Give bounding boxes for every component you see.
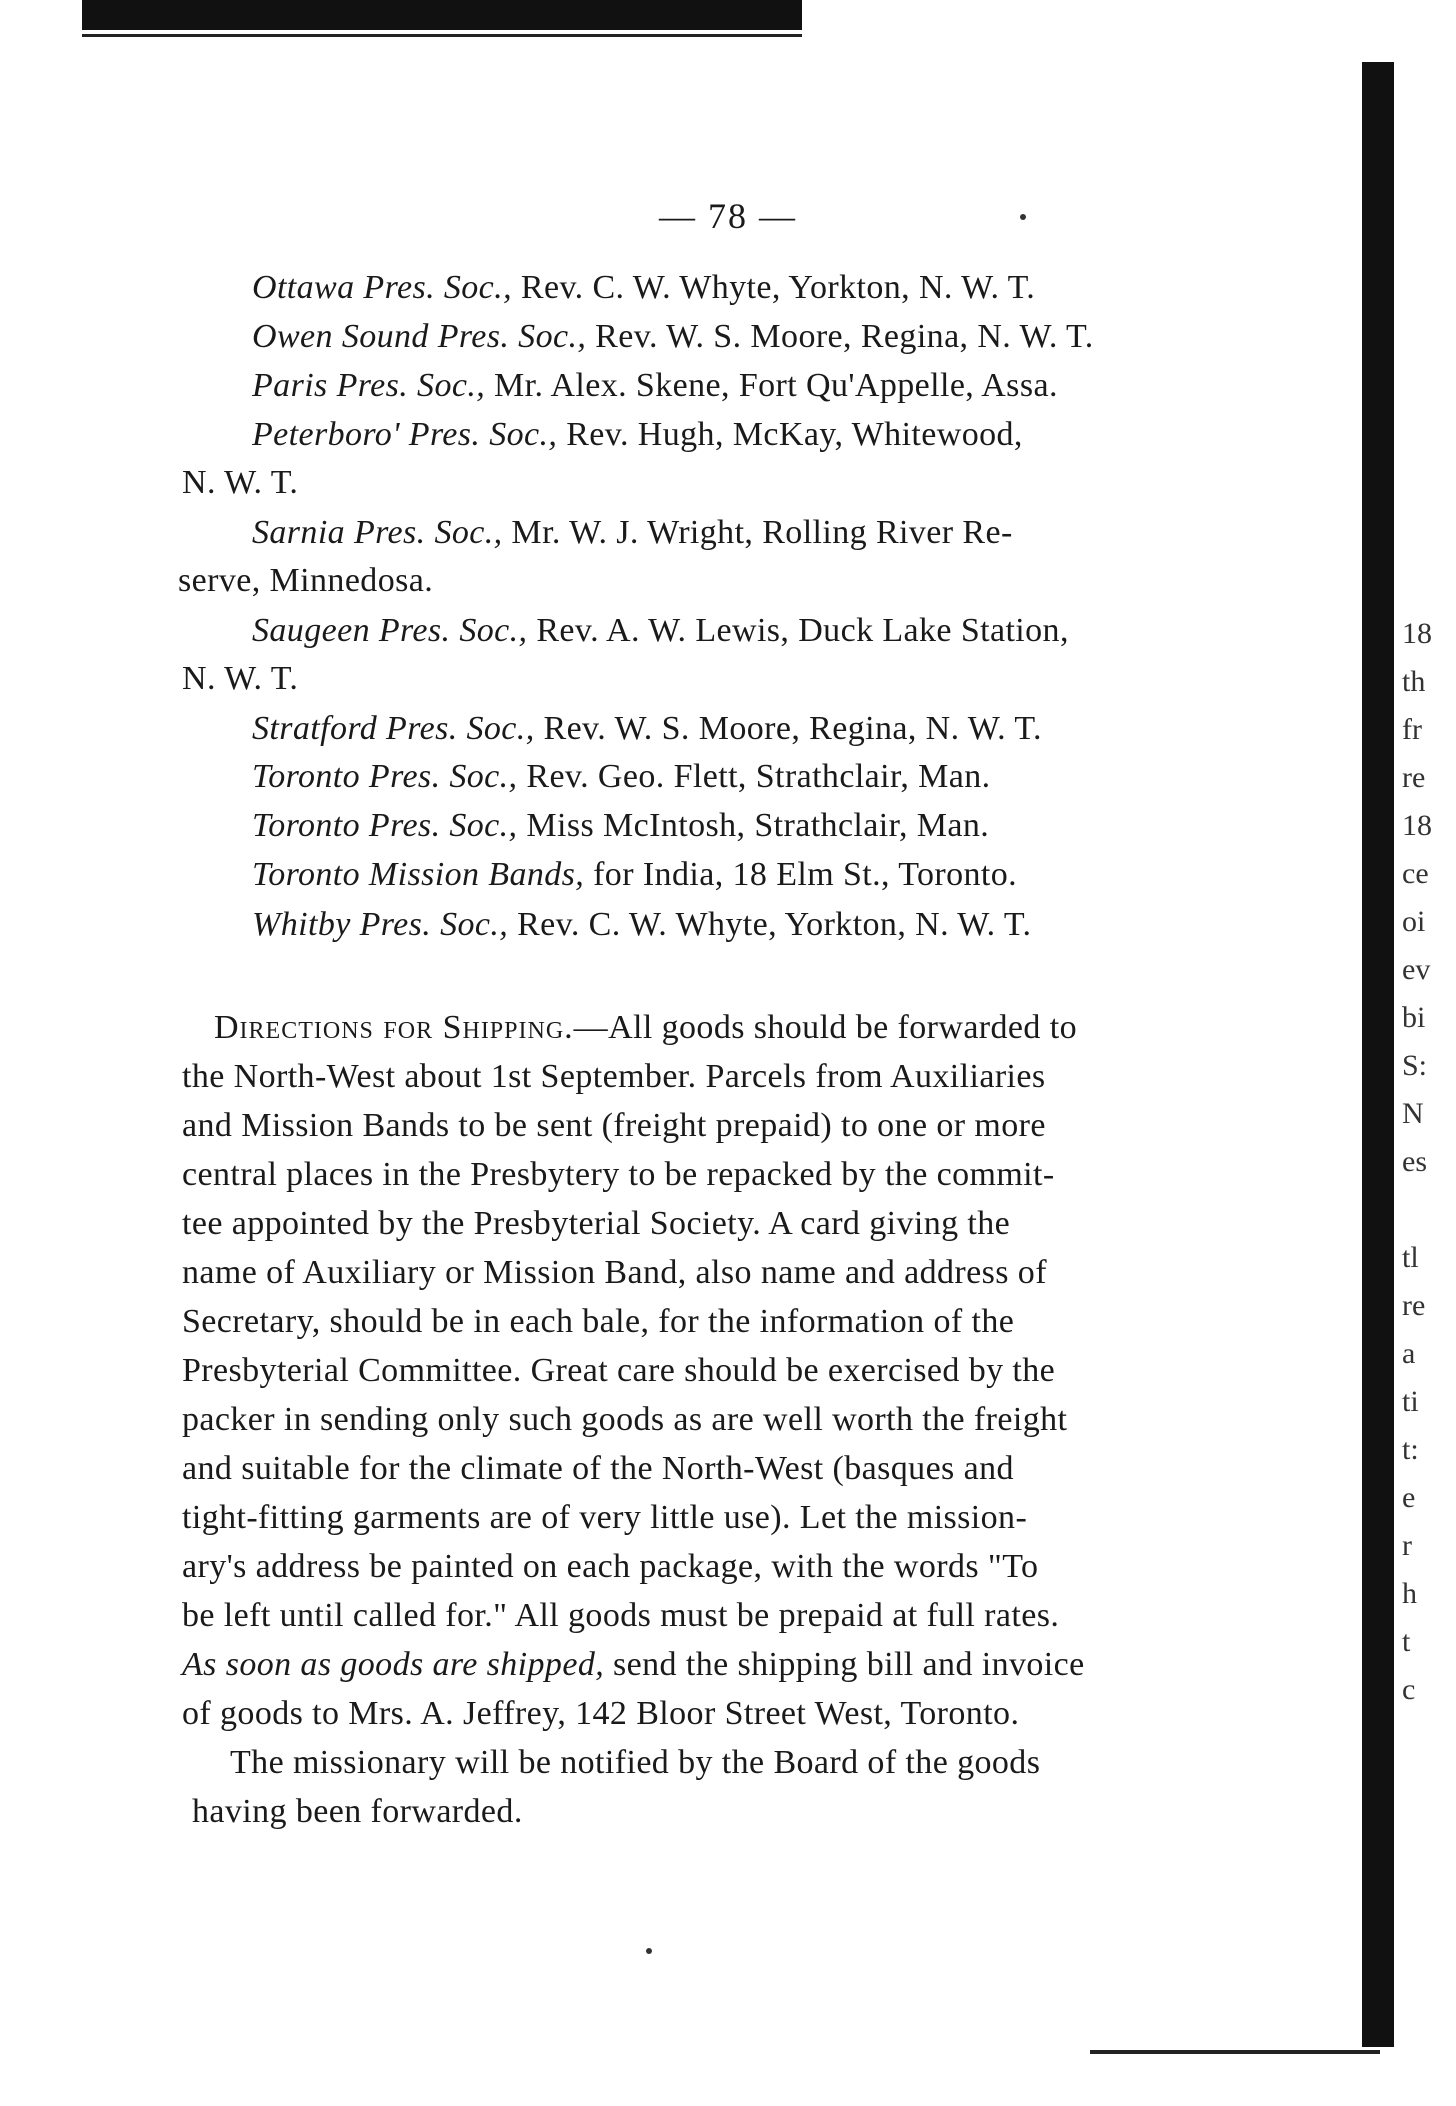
list-line: Toronto Pres. Soc., Miss McIntosh, Strathclair, Man. bbox=[252, 807, 990, 844]
directions-line: the North-West about 1st September. Parcels from Auxiliaries bbox=[182, 1058, 1046, 1095]
directions-line: ary's address be painted on each package, with the words "To bbox=[182, 1548, 1039, 1585]
margin-fragment: ti bbox=[1402, 1385, 1419, 1418]
margin-fragment: t: bbox=[1402, 1433, 1419, 1466]
margin-fragment: 18 bbox=[1402, 809, 1432, 842]
margin-fragment: h bbox=[1402, 1577, 1417, 1610]
directions-line: having been forwarded. bbox=[192, 1793, 523, 1830]
margin-fragment: fr bbox=[1402, 713, 1422, 746]
margin-fragment: re bbox=[1402, 1289, 1426, 1322]
directions-line: packer in sending only such goods as are well worth the freight bbox=[182, 1401, 1068, 1438]
directions-line: The missionary will be notified by the Board of the goods bbox=[230, 1744, 1041, 1781]
directions-line: Secretary, should be in each bale, for the information of the bbox=[182, 1303, 1015, 1340]
list-line: Owen Sound Pres. Soc., Rev. W. S. Moore, Regina, N. W. T. bbox=[252, 318, 1094, 355]
scan-gutter-bar bbox=[1362, 62, 1394, 2047]
list-line: Stratford Pres. Soc., Rev. W. S. Moore, Regina, N. W. T. bbox=[252, 710, 1042, 747]
margin-fragment: S: bbox=[1402, 1049, 1428, 1082]
scan-bottom-rule bbox=[1090, 2050, 1380, 2054]
margin-fragment: c bbox=[1402, 1673, 1416, 1706]
directions-italic-phrase: As soon as goods are shipped, bbox=[182, 1646, 605, 1683]
directions-line: of goods to Mrs. A. Jeffrey, 142 Bloor Street West, Toronto. bbox=[182, 1695, 1020, 1732]
margin-fragment: t bbox=[1402, 1625, 1411, 1658]
scan-top-rule bbox=[82, 34, 802, 37]
margin-fragment: ce bbox=[1402, 857, 1429, 890]
margin-fragment: N bbox=[1402, 1097, 1424, 1130]
list-line: serve, Minnedosa. bbox=[178, 562, 434, 599]
margin-fragment: bi bbox=[1402, 1001, 1426, 1034]
list-line: Sarnia Pres. Soc., Mr. W. J. Wright, Rolling River Re- bbox=[252, 514, 1013, 551]
list-line: Toronto Mission Bands, for India, 18 Elm St., Toronto. bbox=[252, 856, 1018, 893]
directions-line: and suitable for the climate of the North-West (basques and bbox=[182, 1450, 1014, 1487]
list-line: Saugeen Pres. Soc., Rev. A. W. Lewis, Duck Lake Station, bbox=[252, 612, 1069, 649]
scan-top-bar bbox=[82, 0, 802, 30]
list-line: Whitby Pres. Soc., Rev. C. W. Whyte, Yorkton, N. W. T. bbox=[252, 906, 1032, 943]
directions-line: name of Auxiliary or Mission Band, also name and address of bbox=[182, 1254, 1047, 1291]
page-number: — 78 — bbox=[659, 196, 797, 236]
margin-fragment: es bbox=[1402, 1145, 1427, 1178]
margin-fragment: tl bbox=[1402, 1241, 1419, 1274]
directions-line: Presbyterial Committee. Great care should be exercised by the bbox=[182, 1352, 1056, 1389]
scan-speck bbox=[646, 1948, 652, 1954]
list-line: Paris Pres. Soc., Mr. Alex. Skene, Fort Qu'Appelle, Assa. bbox=[252, 367, 1058, 404]
list-line: Ottawa Pres. Soc., Rev. C. W. Whyte, Yorkton, N. W. T. bbox=[252, 269, 1036, 306]
directions-line: and Mission Bands to be sent (freight prepaid) to one or more bbox=[182, 1107, 1046, 1144]
list-line: Peterboro' Pres. Soc., Rev. Hugh, McKay, Whitewood, bbox=[252, 416, 1023, 453]
margin-fragment: re bbox=[1402, 761, 1426, 794]
directions-line: tee appointed by the Presbyterial Society. A card giving the bbox=[182, 1205, 1011, 1242]
directions-line: Directions for Shipping.—All goods should be forwarded to bbox=[214, 1009, 1077, 1046]
list-line: N. W. T. bbox=[182, 660, 299, 697]
directions-line: be left until called for." All goods must be prepaid at full rates. bbox=[182, 1597, 1060, 1634]
facing-page-margin bbox=[1402, 610, 1456, 1714]
directions-line: tight-fitting garments are of very little use). Let the mission- bbox=[182, 1499, 1028, 1536]
margin-fragment: ev bbox=[1402, 953, 1431, 986]
list-line: N. W. T. bbox=[182, 464, 299, 501]
list-line: Toronto Pres. Soc., Rev. Geo. Flett, Strathclair, Man. bbox=[252, 758, 991, 795]
directions-line: As soon as goods are shipped, send the shipping bill and invoice bbox=[182, 1646, 1085, 1683]
margin-fragment: e bbox=[1402, 1481, 1416, 1514]
margin-fragment: a bbox=[1402, 1337, 1416, 1370]
margin-fragment: oi bbox=[1402, 905, 1426, 938]
directions-line: central places in the Presbytery to be repacked by the commit- bbox=[182, 1156, 1055, 1193]
margin-fragment bbox=[1402, 1186, 1456, 1234]
directions-heading: Directions for Shipping. bbox=[214, 1009, 574, 1046]
margin-fragment: r bbox=[1402, 1529, 1412, 1562]
margin-fragment: th bbox=[1402, 665, 1426, 698]
margin-fragment: 18 bbox=[1402, 617, 1432, 650]
